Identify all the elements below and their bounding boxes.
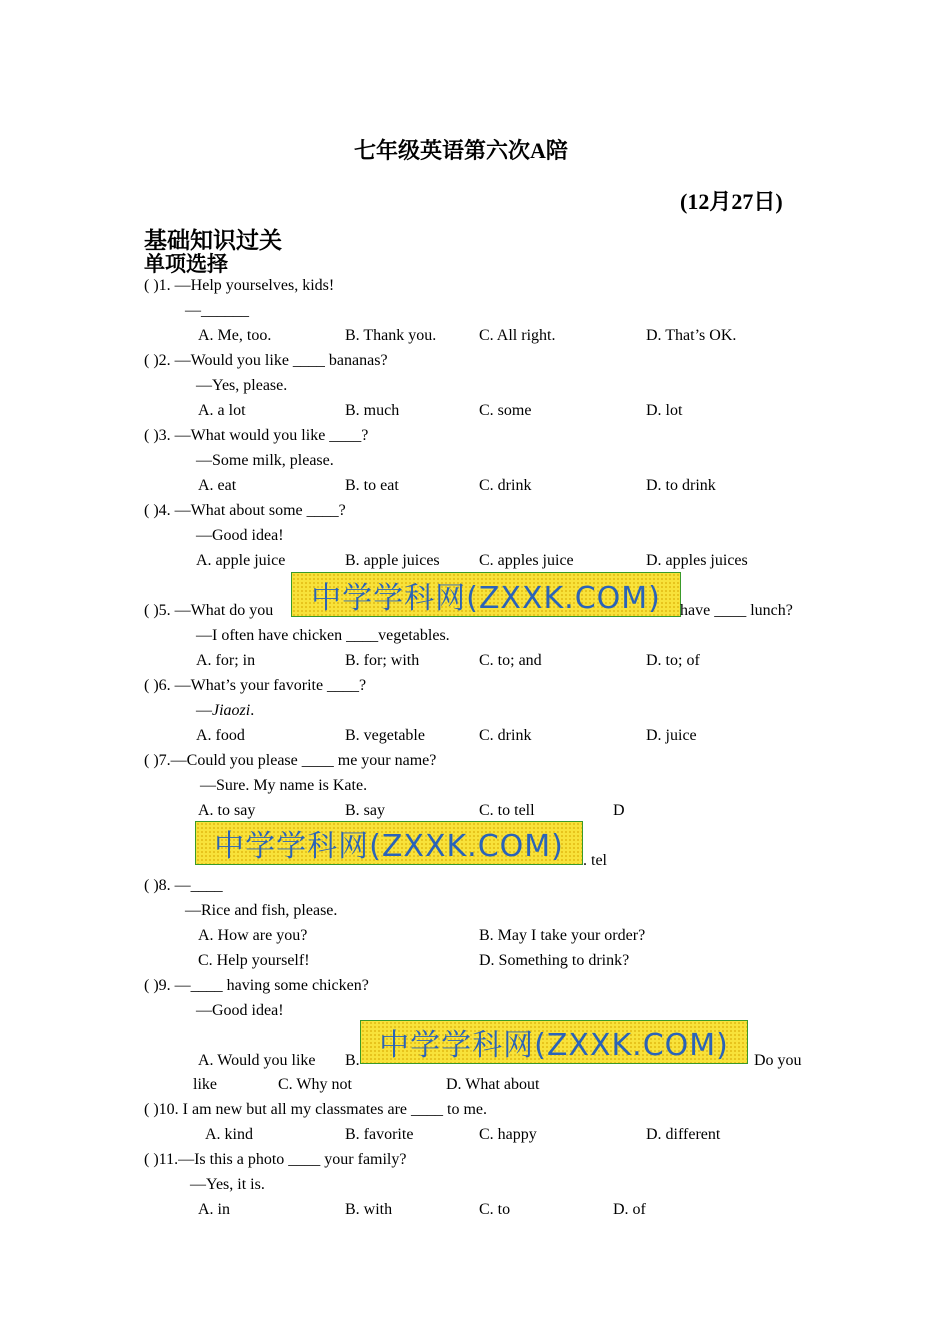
page-title: 七年级英语第六次A陪 <box>354 138 568 163</box>
question-5-option-d: D. to; of <box>646 652 700 669</box>
question-9-option-b: B. <box>345 1052 360 1069</box>
question-4-option-d: D. apples juices <box>646 552 748 569</box>
question-7-option-a: A. to say <box>198 802 256 819</box>
section-heading-basics: 基础知识过关 <box>144 228 282 253</box>
question-3-option-a: A. eat <box>198 477 237 494</box>
question-6-option-b: B. vegetable <box>345 727 425 744</box>
question-6-stem: ( )6. —What’s your favorite ____? <box>144 677 367 694</box>
question-5-reply: —I often have chicken ____vegetables. <box>196 627 450 644</box>
question-1-option-b: B. Thank you. <box>345 327 437 344</box>
question-9-option-b-end: Do you <box>754 1052 802 1069</box>
question-6-option-a: A. food <box>196 727 245 744</box>
question-6-option-c: C. drink <box>479 727 532 744</box>
question-11-option-b: B. with <box>345 1201 393 1218</box>
question-11-option-d: D. of <box>613 1201 646 1218</box>
question-7-option-c: C. to tell <box>479 802 535 819</box>
question-10-option-c: C. happy <box>479 1126 537 1143</box>
question-1-option-a: A. Me, too. <box>198 327 272 344</box>
watermark-text: 中学学科网(ZXXK.COM) <box>214 829 564 864</box>
question-3-reply: —Some milk, please. <box>196 452 334 469</box>
question-11-option-c: C. to <box>479 1201 511 1218</box>
question-5-option-b: B. for; with <box>345 652 420 669</box>
question-2-reply: —Yes, please. <box>196 377 288 394</box>
question-1-stem: ( )1. —Help yourselves, kids! <box>144 277 335 294</box>
question-10-option-b: B. favorite <box>345 1126 414 1143</box>
question-11-option-a: A. in <box>198 1201 230 1218</box>
question-2-option-d: D. lot <box>646 402 683 419</box>
question-6-reply-dash: — <box>196 702 212 719</box>
question-3-option-c: C. drink <box>479 477 532 494</box>
question-5-stem: ( )5. —What do you <box>144 602 274 619</box>
question-1-option-d: D. That’s OK. <box>646 327 737 344</box>
question-4-option-a: A. apple juice <box>196 552 286 569</box>
question-7-option-d: D <box>613 802 625 819</box>
question-7-stem: ( )7.—Could you please ____ me your name? <box>144 752 437 769</box>
question-4-option-c: C. apples juice <box>479 552 574 569</box>
question-8-option-c: C. Help yourself! <box>198 952 310 969</box>
question-5-stem-end: have ____ lunch? <box>680 602 793 619</box>
question-2-option-c: C. some <box>479 402 532 419</box>
question-9-option-b-cont: like <box>193 1076 217 1093</box>
section-heading-single-choice: 单项选择 <box>144 252 228 276</box>
question-5-option-a: A. for; in <box>196 652 256 669</box>
question-6-option-d: D. juice <box>646 727 697 744</box>
question-8-reply: —Rice and fish, please. <box>185 902 338 919</box>
question-9-stem: ( )9. —____ having some chicken? <box>144 977 369 994</box>
question-6-reply-end: . <box>250 702 255 719</box>
watermark-text: 中学学科网(ZXXK.COM) <box>379 1028 729 1063</box>
question-7-option-b: B. say <box>345 802 385 819</box>
question-4-reply: —Good idea! <box>196 527 284 544</box>
question-7-reply: —Sure. My name is Kate. <box>200 777 368 794</box>
question-8-option-d: D. Something to drink? <box>479 952 630 969</box>
question-6-reply <box>196 701 254 721</box>
question-2-option-b: B. much <box>345 402 400 419</box>
question-10-option-d: D. different <box>646 1126 721 1143</box>
question-1-reply: —______ <box>185 302 249 319</box>
question-4-stem: ( )4. —What about some ____? <box>144 502 346 519</box>
question-7-option-d-end: . tel <box>583 852 607 869</box>
question-6-reply-word: Jiaozi <box>212 702 251 719</box>
question-9-option-d: D. What about <box>446 1076 540 1093</box>
question-3-option-d: D. to drink <box>646 477 716 494</box>
question-8-stem: ( )8. —____ <box>144 877 223 894</box>
question-3-stem: ( )3. —What would you like ____? <box>144 427 369 444</box>
question-9-reply: —Good idea! <box>196 1002 284 1019</box>
question-9-option-a: A. Would you like <box>198 1052 316 1069</box>
question-1-option-c: C. All right. <box>479 327 556 344</box>
question-11-reply: —Yes, it is. <box>190 1176 265 1193</box>
question-3-option-b: B. to eat <box>345 477 399 494</box>
watermark-text: 中学学科网(ZXXK.COM) <box>311 580 661 616</box>
question-2-option-a: A. a lot <box>198 402 246 419</box>
question-10-stem: ( )10. I am new but all my classmates are ____ to me. <box>144 1101 488 1118</box>
watermark-logo <box>360 1020 748 1064</box>
watermark-logo <box>195 821 583 865</box>
watermark-logo <box>291 572 681 617</box>
date-label: (12月27日) <box>680 189 783 214</box>
question-10-option-a: A. kind <box>205 1126 253 1143</box>
question-2-stem: ( )2. —Would you like ____ bananas? <box>144 352 388 369</box>
question-9-option-c: C. Why not <box>278 1076 352 1093</box>
question-8-option-a: A. How are you? <box>198 927 308 944</box>
question-8-option-b: B. May I take your order? <box>479 927 646 944</box>
question-5-option-c: C. to; and <box>479 652 542 669</box>
question-11-stem: ( )11.—Is this a photo ____ your family? <box>144 1151 407 1168</box>
question-4-option-b: B. apple juices <box>345 552 440 569</box>
